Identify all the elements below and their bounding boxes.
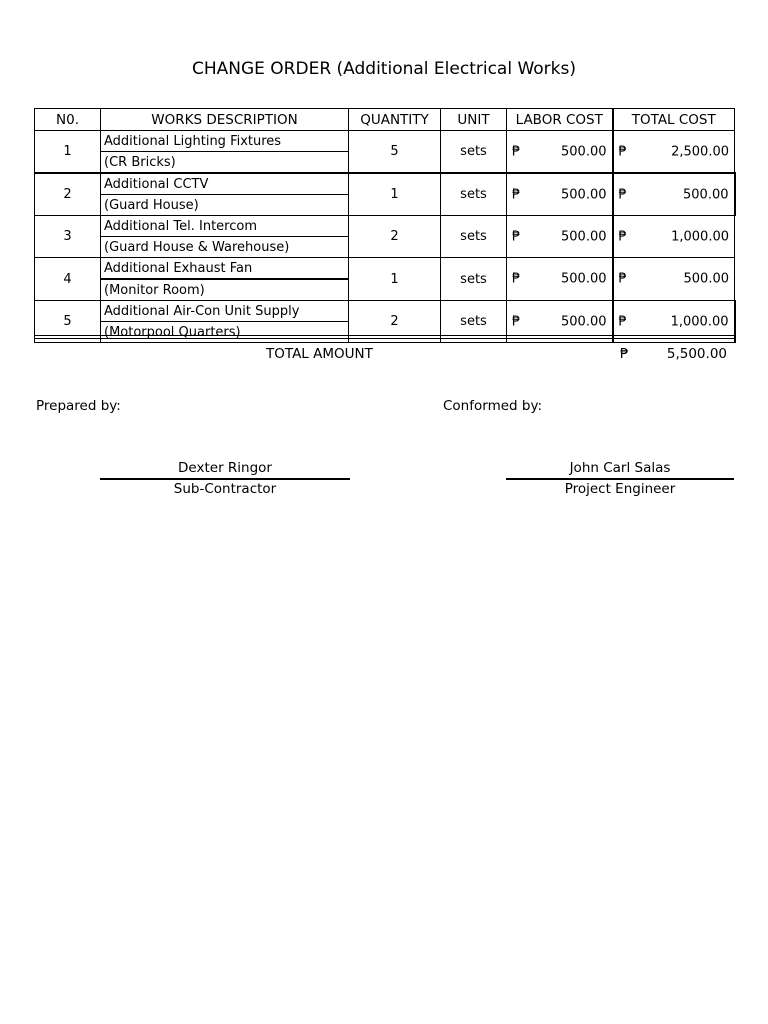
- header-unit: UNIT: [441, 109, 507, 131]
- peso-sign: ₱: [512, 144, 521, 159]
- total-cost-value: 1,000.00: [671, 229, 729, 244]
- peso-sign: ₱: [512, 187, 521, 202]
- prepared-by-label: Prepared by:: [36, 398, 121, 414]
- item-unit: sets: [441, 216, 507, 258]
- peso-sign: ₱: [512, 271, 521, 287]
- peso-sign: ₱: [512, 314, 521, 329]
- item-no: 3: [35, 216, 101, 258]
- item-description: Additional CCTV: [101, 173, 349, 195]
- item-unit: sets: [441, 258, 507, 301]
- labor-cost-value: 500.00: [561, 144, 607, 159]
- item-total-cost: [613, 173, 735, 216]
- item-location: (Guard House & Warehouse): [101, 237, 349, 258]
- header-quantity: QUANTITY: [349, 109, 441, 131]
- header-total-cost: TOTAL COST: [613, 109, 735, 131]
- item-description: Additional Lighting Fixtures: [101, 131, 349, 152]
- item-labor-cost: [507, 173, 613, 216]
- item-labor-cost: [507, 258, 613, 301]
- item-unit: sets: [441, 173, 507, 216]
- total-separator-line: [34, 335, 734, 339]
- item-location: (Monitor Room): [101, 279, 349, 301]
- item-description: Additional Air-Con Unit Supply: [101, 301, 349, 322]
- table-header-row: [35, 109, 735, 131]
- table-row: [35, 216, 735, 237]
- peso-sign: ₱: [620, 346, 629, 362]
- labor-cost-value: 500.00: [561, 187, 607, 202]
- prepared-signature-line: [100, 478, 350, 480]
- header-labor-cost: LABOR COST: [507, 109, 613, 131]
- item-location: (Guard House): [101, 195, 349, 216]
- total-amount-value: 5,500.00: [666, 346, 727, 362]
- conformed-by-role: Project Engineer: [564, 481, 676, 497]
- item-description: Additional Tel. Intercom: [101, 216, 349, 237]
- item-no: 5: [35, 301, 101, 343]
- labor-cost-value: 500.00: [561, 229, 607, 244]
- item-no: 1: [35, 131, 101, 174]
- total-cost-value: 500.00: [683, 187, 729, 202]
- total-cost-value: 2,500.00: [671, 144, 729, 159]
- item-total-cost: [613, 131, 735, 174]
- change-order-table: [34, 108, 736, 343]
- item-quantity: 5: [349, 131, 441, 174]
- item-unit: sets: [441, 131, 507, 174]
- prepared-by-role: Sub-Contractor: [173, 481, 277, 497]
- conformed-signature-line: [506, 478, 734, 480]
- header-no: N0.: [35, 109, 101, 131]
- item-location: (Motorpool Quarters): [101, 322, 349, 343]
- item-location: (CR Bricks): [101, 152, 349, 174]
- item-quantity: 1: [349, 173, 441, 216]
- item-description: Additional Exhaust Fan: [101, 258, 349, 280]
- total-amount-label: TOTAL AMOUNT: [266, 346, 373, 362]
- item-labor-cost: [507, 216, 613, 258]
- prepared-by-name: Dexter Ringor: [178, 460, 272, 476]
- conformed-by-label: Conformed by:: [443, 398, 543, 414]
- peso-sign: ₱: [618, 144, 627, 159]
- table-row: [35, 131, 735, 152]
- labor-cost-value: 500.00: [561, 314, 607, 329]
- item-labor-cost: [507, 131, 613, 174]
- item-no: 4: [35, 258, 101, 301]
- table-row: [35, 301, 735, 322]
- item-total-cost: [613, 258, 735, 301]
- item-unit: sets: [441, 301, 507, 343]
- total-cost-value: 500.00: [683, 271, 729, 287]
- peso-sign: ₱: [512, 229, 521, 244]
- document-title: CHANGE ORDER (Additional Electrical Works): [191, 59, 576, 79]
- table-row: [35, 173, 735, 195]
- item-total-cost: [613, 216, 735, 258]
- item-quantity: 2: [349, 301, 441, 343]
- item-quantity: 2: [349, 216, 441, 258]
- peso-sign: ₱: [618, 271, 627, 287]
- item-quantity: 1: [349, 258, 441, 301]
- peso-sign: ₱: [618, 229, 627, 244]
- item-no: 2: [35, 173, 101, 216]
- peso-sign: ₱: [618, 314, 627, 329]
- peso-sign: ₱: [618, 187, 627, 202]
- header-description: WORKS DESCRIPTION: [101, 109, 349, 131]
- total-cost-value: 1,000.00: [670, 314, 729, 329]
- labor-cost-value: 500.00: [561, 271, 607, 287]
- conformed-by-name: John Carl Salas: [569, 460, 671, 476]
- table-row: [35, 258, 735, 280]
